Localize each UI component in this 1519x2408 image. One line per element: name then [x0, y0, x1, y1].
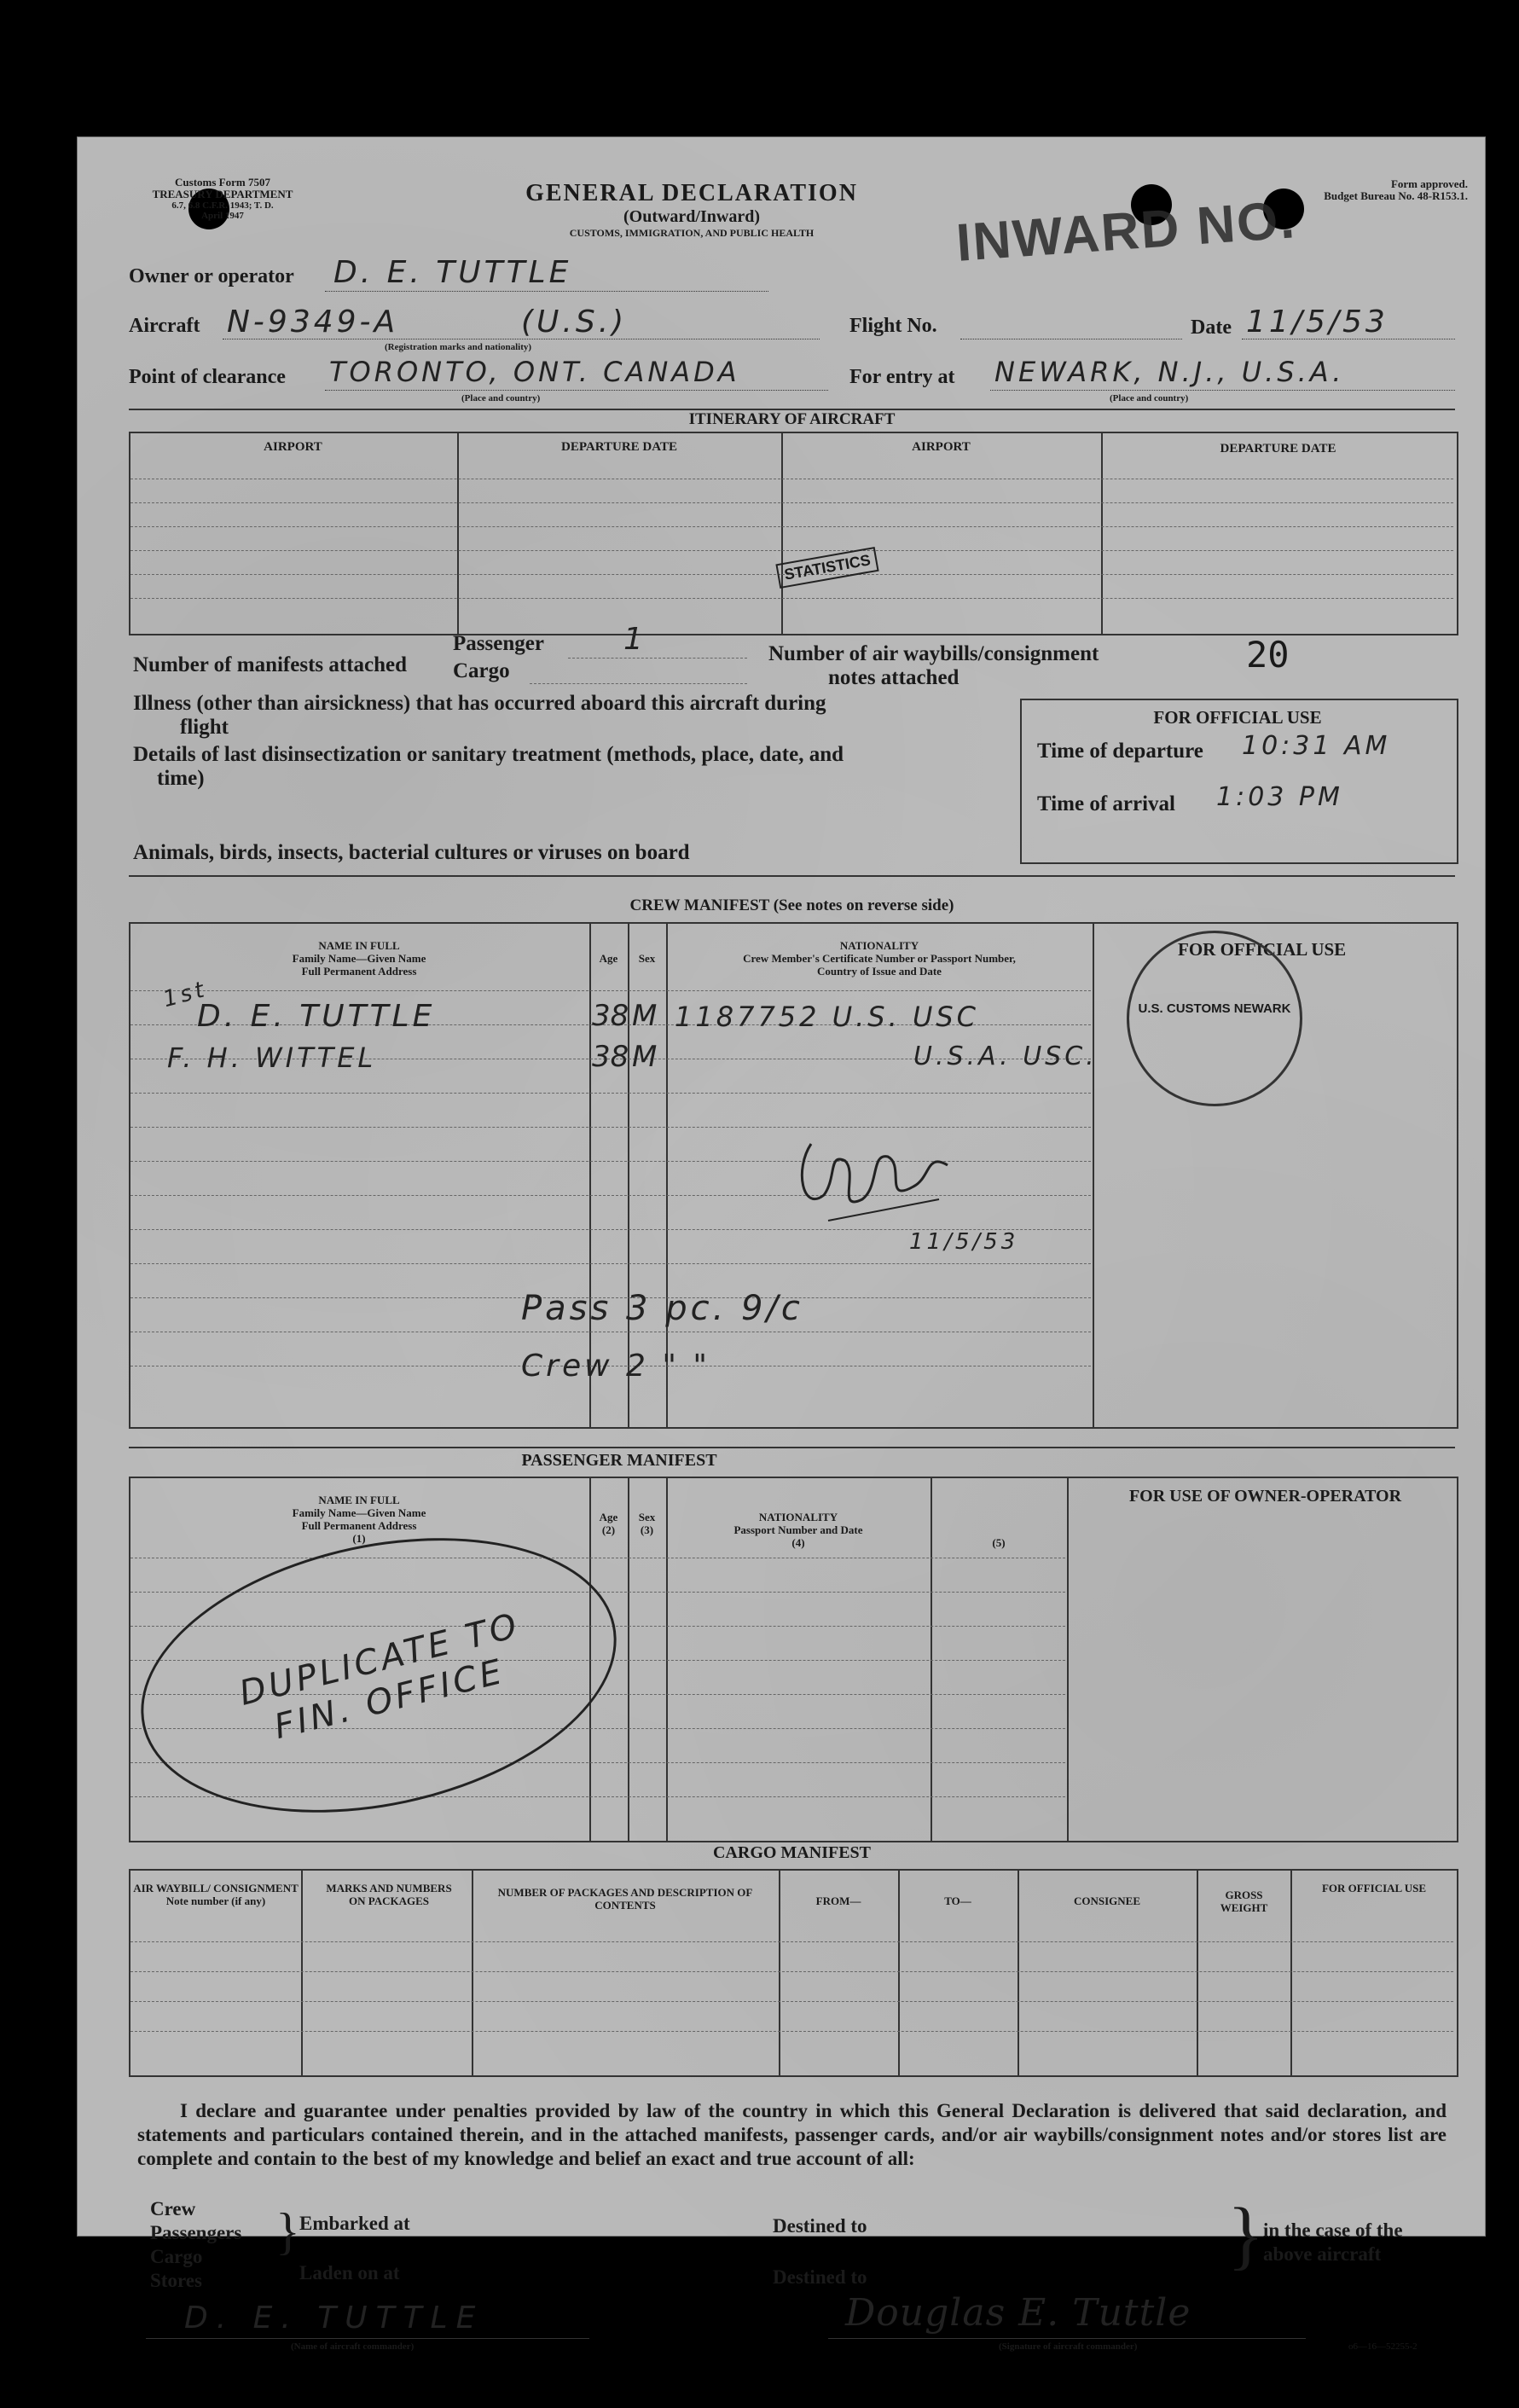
- clearance-caption: (Place and country): [461, 393, 541, 403]
- crew-col-sex: Sex: [638, 952, 656, 965]
- col-divider: [301, 1869, 303, 2075]
- disinsect-text: Details of last disinsectization or sanitary treatment (methods, place, date, and: [133, 743, 844, 766]
- reg-line: April 1947: [201, 211, 244, 221]
- cargo-col-packages: NUMBER OF PACKAGES AND DESCRIPTION OF CONTENTS: [497, 1886, 753, 1912]
- crew-col-nat-line3: Country of Issue and Date: [817, 965, 942, 978]
- statistics-stamp: STATISTICS: [775, 547, 879, 589]
- brace: }: [1227, 2193, 1265, 2277]
- cargo-underline: [530, 683, 747, 684]
- form-title-block: [453, 180, 931, 240]
- customs-stamp-text: U.S. CUSTOMS NEWARK: [1138, 1001, 1291, 1016]
- cargo-col-weight: GROSS WEIGHT: [1220, 1889, 1268, 1914]
- passenger-col-name: [129, 1494, 589, 1545]
- row-line: [130, 1941, 1453, 1942]
- cargo-manifest-title: CARGO MANIFEST: [712, 1843, 871, 1862]
- itinerary-title: ITINERARY OF AIRCRAFT: [688, 410, 896, 428]
- crew-col-name-line1: NAME IN FULL: [318, 939, 400, 952]
- col-divider: [1093, 922, 1094, 1427]
- passenger-col-nat-num: (4): [791, 1536, 805, 1549]
- owner-label: Owner or operator: [129, 265, 294, 287]
- form-subtitle: (Outward/Inward): [623, 207, 760, 226]
- cargo-col-marks: MARKS AND NUMBERS ON PACKAGES: [326, 1882, 452, 1907]
- crew-row-sex: M: [632, 1040, 658, 1074]
- commander-name-caption: (Name of aircraft commander): [291, 2341, 415, 2352]
- approval-line: Form approved.: [1390, 177, 1468, 190]
- rule: [129, 1447, 1455, 1448]
- waybills-count: 20: [1246, 634, 1290, 676]
- approval-line: Budget Bureau No. 48-R153.1.: [1324, 189, 1468, 202]
- commander-name-line: [146, 2338, 589, 2339]
- clearance-value: TORONTO, ONT. CANADA: [329, 356, 740, 388]
- passenger-col-age: [589, 1511, 628, 1536]
- reg-line: 6.7, 6.8 C.F.R. 1943; T. D.: [171, 200, 274, 211]
- cargo-col-official: FOR OFFICIAL USE: [1321, 1882, 1427, 1894]
- col-divider: [931, 1477, 932, 1841]
- form-title: GENERAL DECLARATION: [525, 180, 858, 206]
- passenger-col-nat-label: NATIONALITY: [758, 1511, 838, 1523]
- entry-caption: (Place and country): [1110, 393, 1189, 403]
- itinerary-col-departure: DEPARTURE DATE: [560, 440, 677, 454]
- crew-row-name: F. H. WITTEL: [167, 1042, 377, 1074]
- row-line: [130, 1971, 1453, 1972]
- category-cargo: Cargo: [150, 2246, 203, 2267]
- illness-text: Illness (other than airsickness) that has occurred aboard this aircraft during: [133, 692, 826, 715]
- row-line: [130, 2001, 1453, 2002]
- col-divider: [457, 432, 459, 634]
- illness-label: [133, 692, 1071, 740]
- itinerary-table: [129, 432, 1458, 635]
- passenger-count: 1: [623, 622, 646, 657]
- passenger-col-name-line1: NAME IN FULL: [318, 1494, 400, 1506]
- departure-time-label: Time of departure: [1037, 740, 1203, 763]
- form-subtitle2: CUSTOMS, IMMIGRATION, AND PUBLIC HEALTH: [569, 227, 815, 239]
- waybills-label: Number of air waybills/consignment: [768, 642, 1099, 665]
- crew-row-sex: M: [632, 999, 658, 1033]
- animals-label: Animals, birds, insects, bacterial cultures or viruses on board: [133, 841, 690, 864]
- official-use-title: FOR OFFICIAL USE: [1153, 707, 1322, 728]
- row-line: [130, 550, 1453, 551]
- commander-name: D. E. TUTTLE: [184, 2301, 484, 2335]
- aircraft-value: N-9349-A: [227, 305, 399, 339]
- row-line: [130, 1093, 1091, 1094]
- cargo-col-to: TO—: [944, 1894, 971, 1907]
- row-line: [130, 526, 1453, 527]
- embarked-label: Embarked at: [299, 2213, 410, 2234]
- passenger-col-age-num: (2): [601, 1523, 616, 1536]
- col-divider: [781, 432, 783, 634]
- row-line: [130, 990, 1091, 991]
- clearance-label: Point of clearance: [129, 366, 286, 388]
- passenger-col-age-label: Age: [599, 1511, 618, 1523]
- flight-label: Flight No.: [849, 315, 937, 337]
- illness-text2: flight: [180, 716, 229, 739]
- date-label: Date: [1191, 316, 1232, 339]
- crew-mark: 1st: [160, 976, 211, 1013]
- disinsect-label: [133, 743, 1071, 791]
- passenger-col-nat-label2: Passport Number and Date: [733, 1523, 863, 1536]
- crew-row-name: D. E. TUTTLE: [197, 999, 436, 1034]
- col-divider: [1101, 432, 1103, 634]
- crew-col-age: Age: [599, 952, 618, 965]
- passenger-col-name-line3: Full Permanent Address: [301, 1519, 417, 1532]
- rule: [129, 875, 1455, 877]
- inward-stamp: INWARD NO.: [954, 190, 1298, 273]
- date-value: 11/5/53: [1246, 305, 1389, 339]
- crew-col-nat-line1: NATIONALITY: [839, 939, 919, 952]
- treasury-line: TREASURY DEPARTMENT: [152, 188, 293, 200]
- itinerary-col-airport: AIRPORT: [912, 440, 971, 454]
- commander-signature: Douglas E. Tuttle: [845, 2291, 1191, 2335]
- col-divider: [472, 1869, 473, 2075]
- customs-round-stamp: [1127, 931, 1302, 1106]
- passenger-manifest-title: PASSENGER MANIFEST: [521, 1451, 717, 1470]
- entry-value: NEWARK, N.J., U.S.A.: [994, 356, 1345, 388]
- form-paper: [77, 136, 1486, 2352]
- row-line: [130, 2031, 1453, 2032]
- passenger-col-sex: [628, 1511, 666, 1536]
- itinerary-col-airport: AIRPORT: [264, 440, 322, 454]
- destined-label: Destined to: [773, 2215, 867, 2237]
- passenger-col-name-line2: Family Name—Given Name: [292, 1506, 426, 1519]
- inspector-date: 11/5/53: [909, 1229, 1019, 1255]
- declaration-text: I declare and guarantee under penalties provided by law of the country in which this General Declaration is delivered that said declaration, and statements and particulars contained therein, and in the attached manifests, passenger cards, and/or air waybills/consignment notes and/or stores list are complete and contain to the best of my knowledge and belief an exact and true account of all:: [137, 2100, 1447, 2169]
- arrival-time-value: 1:03 PM: [1216, 782, 1343, 812]
- declaration-categories: [150, 2197, 241, 2293]
- crew-col-official: FOR OFFICIAL USE: [1178, 939, 1347, 960]
- cargo-label: Cargo: [453, 659, 510, 682]
- row-line: [130, 502, 1453, 503]
- aircraft-nationality: (U.S.): [521, 305, 628, 339]
- passenger-col-name-num: (1): [352, 1532, 366, 1545]
- col-divider: [1067, 1477, 1069, 1841]
- arrival-time-label: Time of arrival: [1037, 792, 1175, 815]
- col-divider: [1197, 1869, 1198, 2075]
- customs-form-number: Customs Form 7507: [175, 176, 270, 189]
- entry-underline: [990, 390, 1455, 391]
- in-case-line1: in the case of the: [1263, 2219, 1403, 2241]
- disinsect-text2: time): [157, 767, 205, 790]
- duplicate-note: DUPLICATE TO FIN. OFFICE: [235, 1605, 525, 1748]
- cargo-col-from: FROM—: [815, 1894, 861, 1907]
- itinerary-col-departure: DEPARTURE DATE: [1220, 442, 1336, 455]
- crew-row-nationality: U.S.A. USC.: [913, 1042, 1098, 1071]
- signature-line: [828, 2338, 1306, 2339]
- in-case-text: [1263, 2219, 1403, 2266]
- passenger-col-nationality: [666, 1511, 931, 1549]
- waybills-label2: notes attached: [828, 666, 960, 689]
- crew-row-age: 38: [592, 1040, 629, 1074]
- signature-caption: (Signature of aircraft commander): [999, 2341, 1138, 2352]
- owner-value: D. E. TUTTLE: [333, 255, 572, 290]
- crew-col-name: [129, 939, 589, 978]
- departure-time-value: 10:31 AM: [1242, 731, 1391, 761]
- cargo-col-waybill: AIR WAYBILL/ CONSIGNMENT Note number (if any): [133, 1882, 299, 1907]
- crew-row-nationality: 1187752 U.S. USC: [675, 1001, 980, 1033]
- passenger-underline: [568, 658, 747, 659]
- cargo-col-consignee: CONSIGNEE: [1073, 1894, 1141, 1907]
- owner-operator-use: FOR USE OF OWNER-OPERATOR: [1128, 1487, 1402, 1506]
- brace: }: [275, 2203, 300, 2260]
- pass-note: Pass 3 pc. 9/c: [521, 1289, 803, 1328]
- clearance-underline: [325, 390, 828, 391]
- category-passengers: Passengers: [150, 2222, 242, 2243]
- crew-note: Crew 2 " ": [521, 1349, 710, 1384]
- category-crew: Crew: [150, 2198, 196, 2219]
- passenger-col-sex-num: (3): [640, 1523, 654, 1536]
- aircraft-label: Aircraft: [129, 315, 200, 337]
- form-number-block: [129, 177, 316, 221]
- manifests-label: Number of manifests attached: [133, 653, 408, 676]
- destined-label: Destined to: [773, 2266, 867, 2288]
- crew-manifest-title: CREW MANIFEST (See notes on reverse side): [629, 896, 954, 914]
- crew-col-name-line2: Family Name—Given Name: [292, 952, 426, 965]
- aircraft-caption: (Registration marks and nationality): [385, 342, 532, 352]
- owner-underline: [325, 291, 768, 292]
- in-case-line2: above aircraft: [1263, 2243, 1382, 2265]
- crew-col-nationality: [666, 939, 1093, 978]
- entry-label: For entry at: [849, 366, 955, 388]
- print-code: o6—16—52255-2: [1348, 2341, 1418, 2352]
- crew-col-name-line3: Full Permanent Address: [301, 965, 417, 978]
- category-stores: Stores: [150, 2270, 202, 2291]
- passenger-label: Passenger: [453, 632, 544, 655]
- crew-col-nat-line2: Crew Member's Certificate Number or Passport Number,: [743, 952, 1016, 965]
- crew-row-age: 38: [592, 999, 629, 1033]
- laden-label: Laden on at: [299, 2262, 400, 2283]
- passenger-col-sex-label: Sex: [638, 1511, 656, 1523]
- row-line: [130, 598, 1453, 599]
- passenger-col5-num: (5): [992, 1536, 1006, 1549]
- col-divider: [1290, 1869, 1292, 2075]
